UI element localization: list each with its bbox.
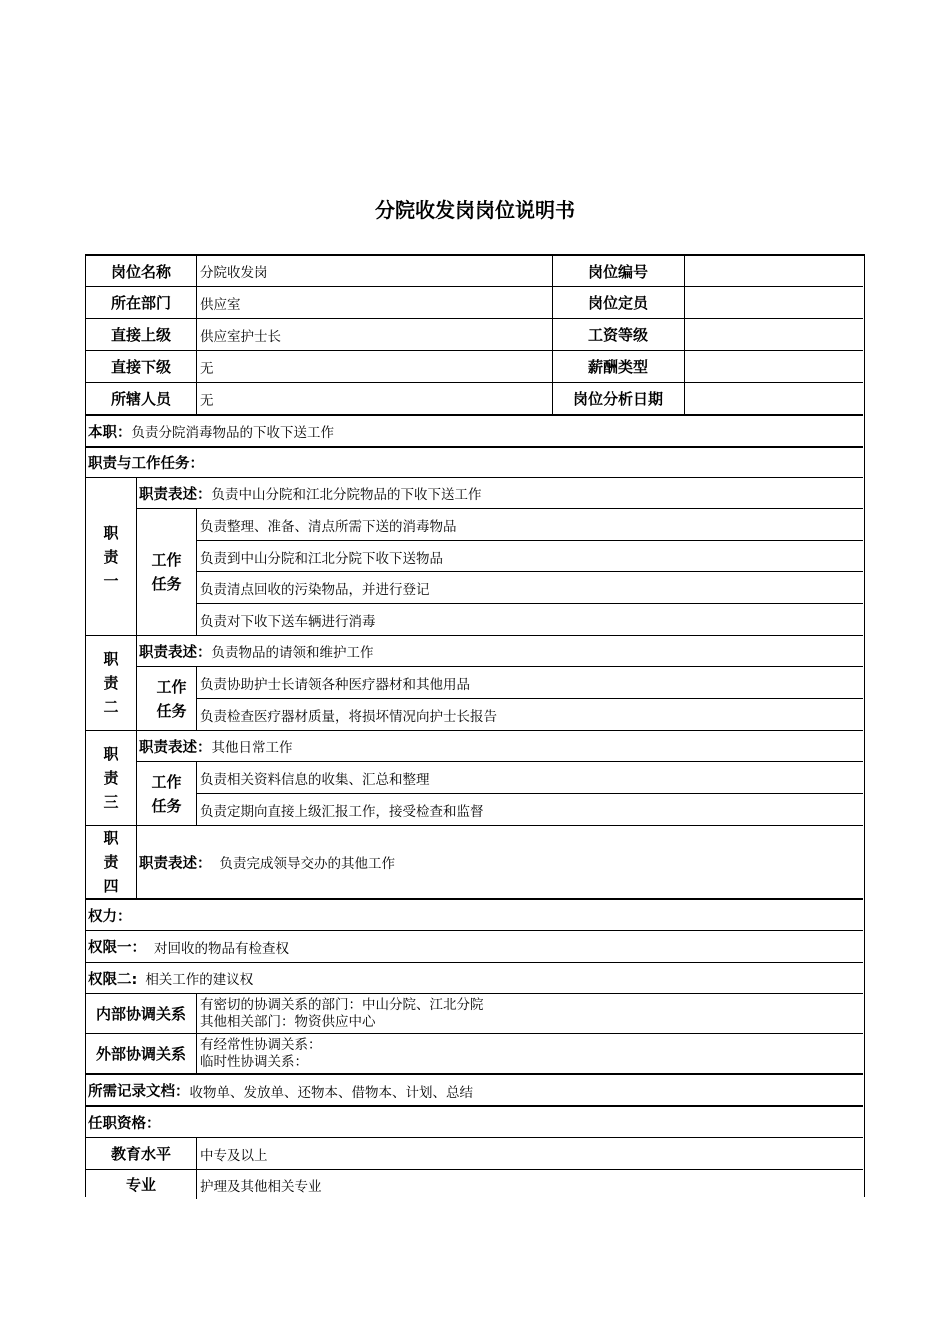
label-education: 教育水平 bbox=[110, 1145, 171, 1163]
responsibility-3-tasks-label: 工作 任务 bbox=[151, 772, 182, 815]
authority-header: 权力： bbox=[88, 909, 132, 925]
responsibility-4-statement: 职责表述： 负责完成领导交办的其他工作 bbox=[139, 855, 395, 872]
responsibility-1-task-1: 负责整理、准备、清点所需下送的消毒物品 bbox=[200, 518, 457, 535]
duty-label: 本职： bbox=[88, 424, 132, 441]
responsibility-2-task-2: 负责检查医疗器材质量，将损坏情况向护士长报告 bbox=[200, 708, 497, 725]
authority-2: 权限二: 相关工作的建议权 bbox=[88, 971, 254, 988]
label-analysis-date: 岗位分析日期 bbox=[572, 390, 663, 408]
responsibility-3-task-1: 负责相关资料信息的收集、汇总和整理 bbox=[200, 771, 430, 788]
value-analysis-date bbox=[684, 383, 863, 414]
label-department: 所在部门 bbox=[110, 294, 171, 312]
label-job-name: 岗位名称 bbox=[110, 262, 171, 281]
records-row: 所需记录文档： 收物单、发放单、还物本、借物本、计划、总结 bbox=[88, 1084, 473, 1101]
responsibility-3-label: 职 责 三 bbox=[103, 745, 119, 811]
responsibility-1-task-2: 负责到中山分院和江北分院下收下送物品 bbox=[200, 550, 443, 567]
value-salary-grade bbox=[684, 319, 863, 350]
responsibility-3-statement: 职责表述： 其他日常工作 bbox=[139, 739, 293, 756]
responsibility-4-label: 职 责 四 bbox=[103, 829, 119, 895]
responsibility-2-statement: 职责表述： 负责物品的请领和维护工作 bbox=[139, 644, 374, 661]
value-pay-type bbox=[684, 351, 863, 382]
responsibility-2-task-1: 负责协助护士长请领各种医疗器材和其他用品 bbox=[200, 676, 470, 693]
label-staff: 所辖人员 bbox=[110, 390, 171, 408]
label-headcount: 岗位定员 bbox=[587, 294, 648, 312]
responsibility-1-task-3: 负责清点回收的污染物品，并进行登记 bbox=[200, 581, 430, 598]
external-relations-value: 有经常性协调关系： 临时性协调关系： bbox=[200, 1036, 322, 1070]
authority-1: 权限一： 对回收的物品有检查权 bbox=[88, 940, 289, 957]
job-description-table bbox=[85, 254, 865, 1197]
label-job-code: 岗位编号 bbox=[587, 262, 648, 281]
page-title: 分院收发岗岗位说明书 bbox=[375, 198, 575, 222]
responsibility-1-tasks-label: 工作 任务 bbox=[151, 551, 182, 593]
responsibility-3-task-2: 负责定期向直接上级汇报工作，接受检查和监督 bbox=[200, 803, 484, 820]
duty-row bbox=[86, 416, 863, 446]
value-direct-subordinate: 无 bbox=[200, 360, 214, 377]
responsibility-2-label: 职 责 二 bbox=[103, 650, 119, 716]
value-job-name: 分院收发岗 bbox=[200, 265, 268, 281]
label-pay-type: 薪酬类型 bbox=[587, 358, 648, 376]
value-department: 供应室 bbox=[200, 296, 241, 313]
value-education: 中专及以上 bbox=[200, 1147, 268, 1164]
value-staff: 无 bbox=[200, 392, 214, 409]
qualification-header: 任职资格： bbox=[88, 1115, 161, 1132]
label-salary-grade: 工资等级 bbox=[587, 326, 648, 344]
value-job-code bbox=[684, 256, 863, 286]
responsibility-1-label: 职 责 一 bbox=[103, 523, 119, 590]
internal-relations-label: 内部协调关系 bbox=[95, 1005, 186, 1023]
responsibility-1-statement: 职责表述： 负责中山分院和江北分院物品的下收下送工作 bbox=[139, 486, 482, 503]
responsibility-2-tasks-label: 工作 任务 bbox=[156, 677, 187, 720]
label-direct-superior: 直接上级 bbox=[110, 326, 171, 344]
value-major: 护理及其他相关专业 bbox=[200, 1178, 322, 1195]
duty-text: 负责分院消毒物品的下收下送工作 bbox=[131, 425, 334, 441]
label-major: 专业 bbox=[125, 1176, 156, 1194]
responsibility-1-task-4: 负责对下收下送车辆进行消毒 bbox=[200, 613, 376, 630]
external-relations-label: 外部协调关系 bbox=[95, 1045, 186, 1063]
value-headcount bbox=[684, 287, 863, 318]
responsibilities-header: 职责与工作任务： bbox=[88, 456, 204, 472]
value-direct-superior: 供应室护士长 bbox=[200, 328, 281, 345]
internal-relations-value: 有密切的协调关系的部门：中山分院、江北分院 其他相关部门：物资供应中心 bbox=[200, 996, 484, 1030]
label-direct-subordinate: 直接下级 bbox=[110, 358, 171, 376]
